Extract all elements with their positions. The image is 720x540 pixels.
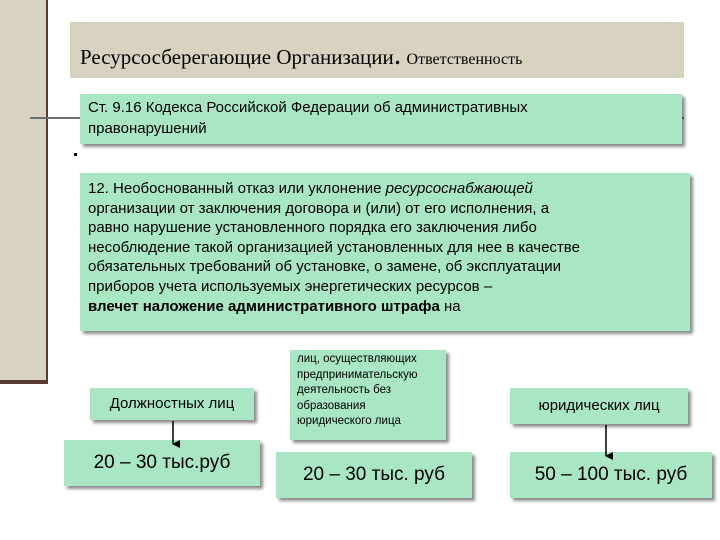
offense-end: на [439,297,461,315]
offense-line-4: обязательных требований об установке, о замене, об эксплуатации [88,258,562,276]
title-main: Ресурсосберегающие Организации [80,45,394,69]
slide-title [80,38,522,72]
entrepreneurs-line-3: деятельность без [297,384,392,396]
offense-description-box [80,173,690,331]
category-officials-box: Должностных лиц [90,388,254,420]
sidebar-band [0,0,48,384]
article-line-1: Ст. 9.16 Кодекса Российской Федерации об административных [88,99,528,116]
offense-intro: 12. Необоснованный отказ или уклонение [88,180,386,197]
category-legal-box: юридических лиц [510,388,688,424]
offense-line-3: несоблюдение такой организацией установленных для нее в качестве [88,238,580,256]
bullet-dot [74,153,77,156]
category-entrepreneurs-box [290,350,446,440]
offense-line-2: равно нарушение установленного порядка его заключения либо [88,219,537,237]
title-dot: . [393,38,402,71]
offense-line-1: организации от заключения договора и (или) от его исполнения, а [88,199,550,217]
entrepreneurs-line-1: лиц, осуществляющих [297,353,417,365]
offense-line-6 [88,297,690,317]
offense-line-0 [88,179,690,199]
entrepreneurs-line-5: юридического лица [297,415,401,427]
article-box [80,94,682,144]
fine-entrepreneurs-box: 20 – 30 тыс. руб [276,452,472,498]
fine-officials-box: 20 – 30 тыс.руб [64,440,260,486]
entrepreneurs-line-4: образования [297,399,366,412]
entrepreneurs-line-2: предпринимательскую [297,368,418,381]
offense-intro-italic: ресурсоснабжающей [385,180,533,197]
article-line-2: правонарушений [88,120,207,137]
fine-legal-box: 50 – 100 тыс. руб [510,452,712,498]
offense-line-5: приборов учета используемых энергетических ресурсов – [88,277,493,295]
title-sub: Ответственность [406,51,523,68]
offense-bold-end: влечет наложение административного штрафа [88,297,440,315]
sidebar-divider [0,380,48,384]
